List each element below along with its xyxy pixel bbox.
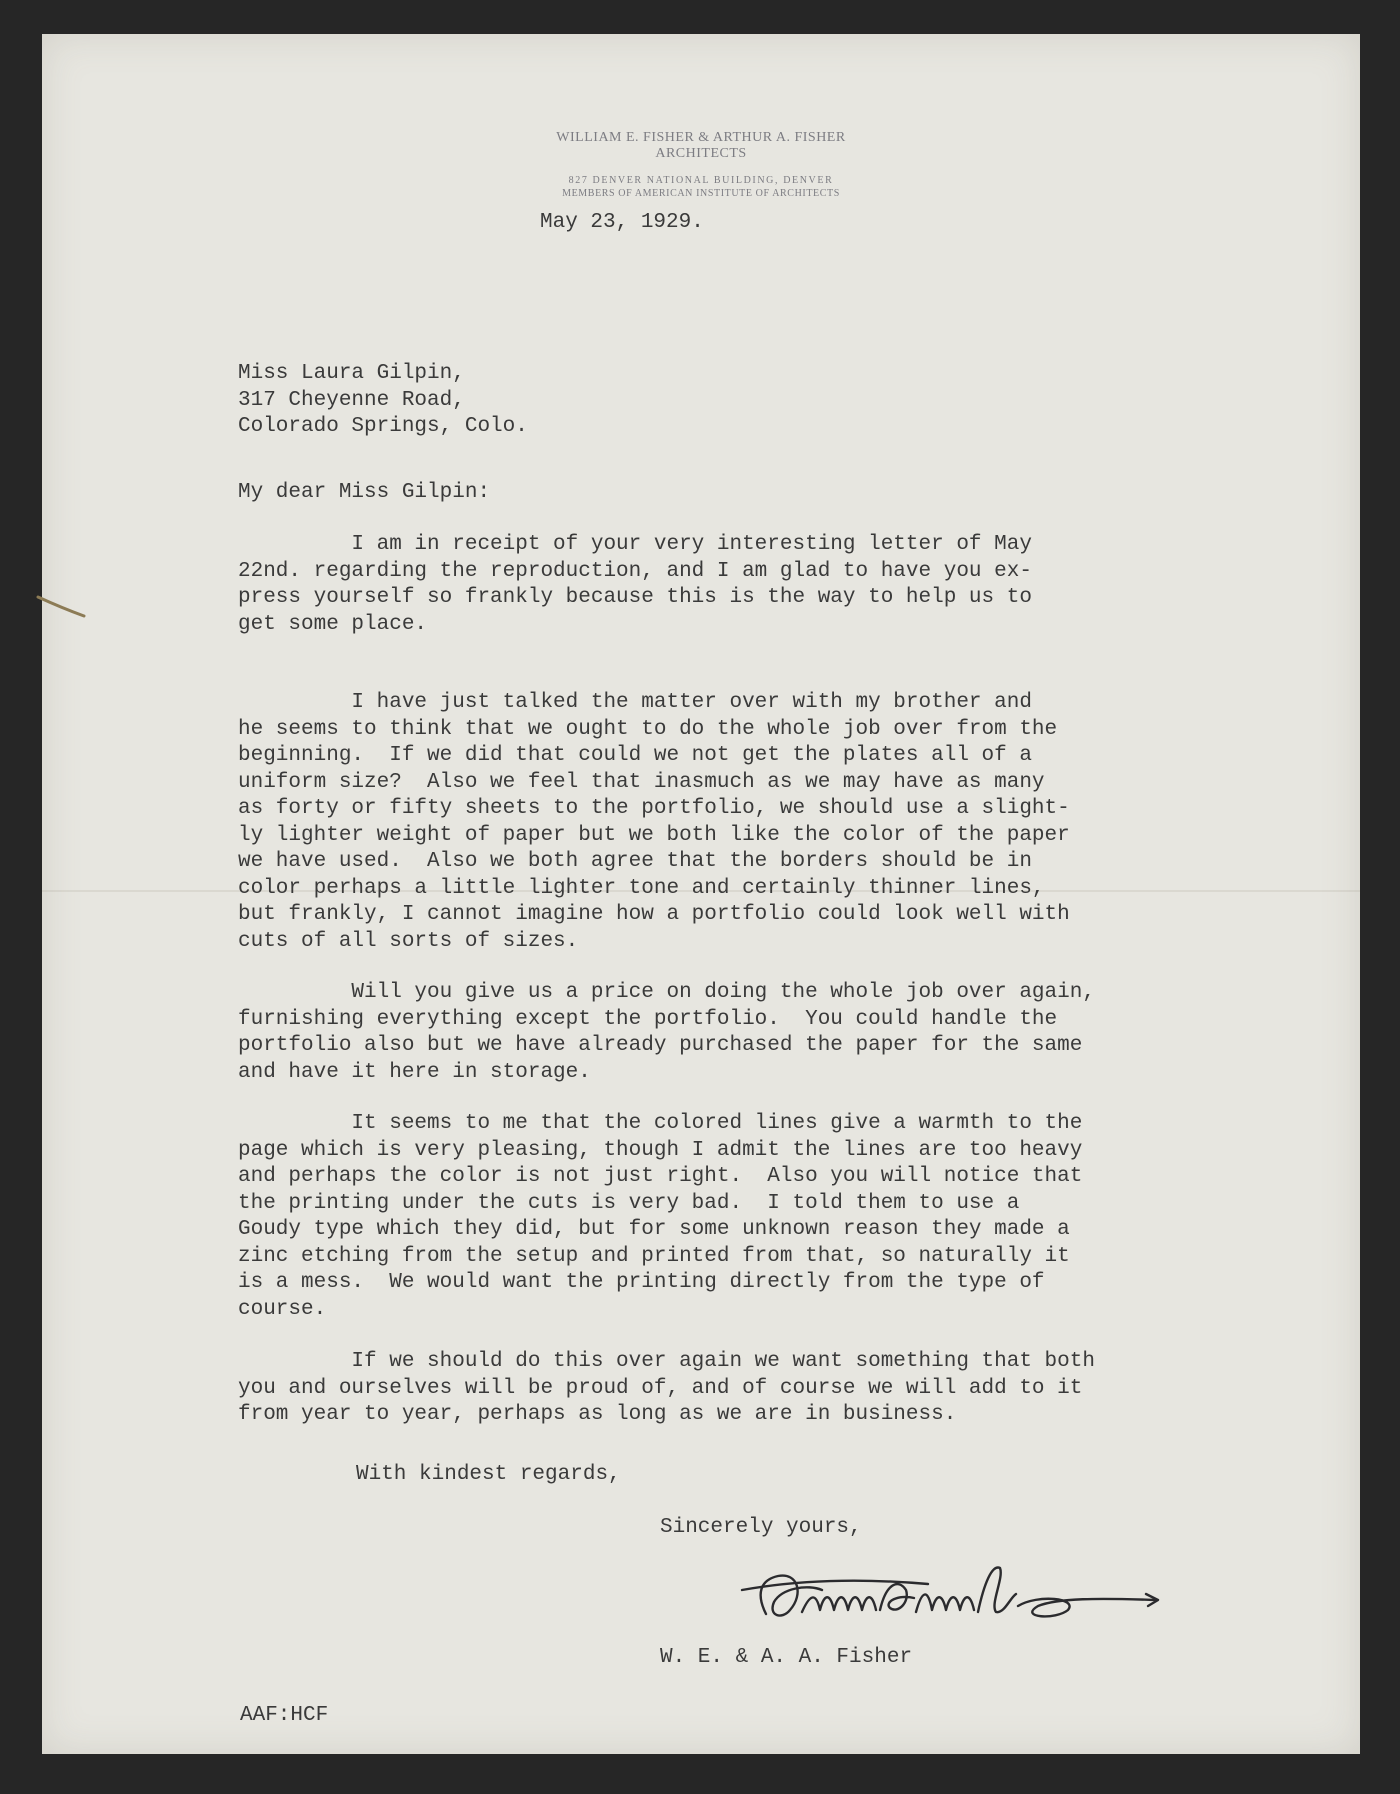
- text-line: color perhaps a little lighter tone and certainly thinner lines,: [238, 876, 1045, 900]
- text-line: from year to year, perhaps as long as we are in business.: [238, 1403, 957, 1426]
- text-line: and perhaps the color is not just right. Also you will notice that: [238, 1165, 1083, 1188]
- text-line: uniform size? Also we feel that inasmuch as we may have as many: [238, 770, 1045, 794]
- text-line: the printing under the cuts is very bad. I told them to use a: [238, 1191, 1020, 1215]
- text-line: If we should do this over again we want something that both: [238, 1350, 1095, 1373]
- text-line: portfolio also but we have already purchased the paper for the same: [238, 1034, 1083, 1057]
- text-line: 22nd. regarding the reproduction, and I am glad to have you ex-: [238, 559, 1032, 583]
- text-line: zinc etching from the setup and printed from that, so naturally it: [238, 1244, 1070, 1268]
- letter-date: May 23, 1929.: [540, 211, 704, 234]
- text-line: It seems to me that the colored lines give a warmth to the: [238, 1112, 1083, 1135]
- body-paragraph: [238, 1111, 1082, 1323]
- text-line: he seems to think that we ought to do the whole job over from the: [238, 717, 1058, 741]
- text-line: but frankly, I cannot imagine how a portfolio could look well with: [238, 903, 1070, 926]
- text-line: I have just talked the matter over with my brother and: [238, 691, 1032, 714]
- text-line: furnishing everything except the portfolio. You could handle the: [238, 1007, 1058, 1031]
- text-line: as forty or fifty sheets to the portfolio, we should use a slight-: [238, 797, 1070, 820]
- pencil-mark: [32, 592, 92, 622]
- salutation: My dear Miss Gilpin:: [238, 481, 491, 504]
- body-paragraph: [238, 532, 1032, 638]
- text-line: press yourself so frankly because this is the way to help us to: [238, 586, 1032, 609]
- recipient-line: Colorado Springs, Colo.: [238, 415, 528, 438]
- text-line: I am in receipt of your very interesting letter of May: [238, 533, 1032, 556]
- text-line: we have used. Also we both agree that the borders should be in: [238, 850, 1032, 873]
- text-line: page which is very pleasing, though I admit the lines are too heavy: [238, 1138, 1083, 1162]
- signature-text: Arthur A. Fisher: [738, 1555, 748, 1556]
- recipient-line: 317 Cheyenne Road,: [238, 388, 465, 412]
- text-line: you and ourselves will be proud of, and of course we will add to it: [238, 1376, 1083, 1400]
- text-line: is a mess. We would want the printing directly from the type of: [238, 1271, 1045, 1294]
- body-paragraph: [238, 980, 1095, 1086]
- text-line: Goudy type which they did, but for some unknown reason they made a: [238, 1218, 1070, 1241]
- valediction: Sincerely yours,: [660, 1516, 862, 1539]
- letterhead-membership: MEMBERS OF AMERICAN INSTITUTE OF ARCHITECTS: [562, 188, 840, 199]
- text-line: ly lighter weight of paper but we both like the color of the paper: [238, 823, 1070, 847]
- text-line: get some place.: [238, 612, 428, 636]
- reference-initials: AAF:HCF: [240, 1704, 329, 1727]
- recipient-address: [238, 361, 528, 441]
- text-line: beginning. If we did that could we not get the plates all of a: [238, 744, 1032, 767]
- text-line: course.: [238, 1297, 327, 1321]
- body-paragraph: [238, 1349, 1095, 1429]
- letterhead-names: WILLIAM E. FISHER & ARTHUR A. FISHER: [556, 130, 846, 145]
- text-line: cuts of all sorts of sizes.: [238, 929, 579, 953]
- handwritten-signature: [738, 1554, 1218, 1644]
- closing-line: With kindest regards,: [356, 1463, 621, 1486]
- recipient-line: Miss Laura Gilpin,: [238, 362, 465, 385]
- letterhead-title: ARCHITECTS: [655, 146, 747, 161]
- body-paragraph: [238, 690, 1070, 955]
- text-line: and have it here in storage.: [238, 1060, 591, 1084]
- signer-name: W. E. & A. A. Fisher: [660, 1646, 913, 1669]
- letterhead-address: 827 DENVER NATIONAL BUILDING, DENVER: [568, 175, 834, 186]
- text-line: Will you give us a price on doing the whole job over again,: [238, 981, 1095, 1004]
